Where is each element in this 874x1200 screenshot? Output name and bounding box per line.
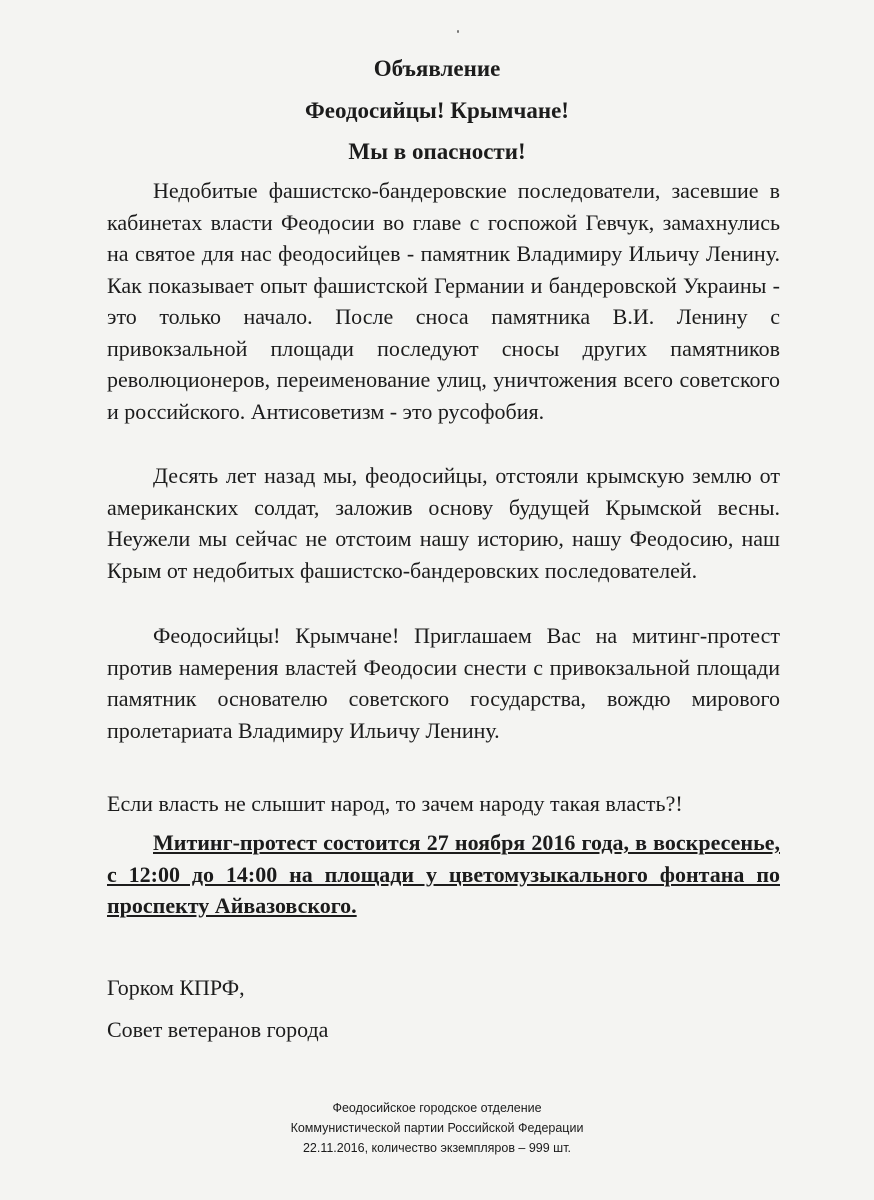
footer-line-3: 22.11.2016, количество экземпляров – 999 шт. bbox=[302, 1141, 572, 1155]
footer-line-2: Коммунистической партии Российской Федерации bbox=[290, 1121, 584, 1135]
document-alert: Мы в опасности! bbox=[348, 139, 526, 164]
document-title: Объявление bbox=[373, 56, 501, 81]
document-subtitle: Феодосийцы! Крымчане! bbox=[305, 98, 569, 123]
signature-veterans: Совет ветеранов города bbox=[107, 1017, 329, 1042]
scan-speck bbox=[457, 30, 459, 33]
paragraph-2: Десять лет назад мы, феодосийцы, отстояли крымскую землю от американских солдат, заложив основу будущей Крымской весны. Неужели мы сейчас не отстоим нашу историю, нашу Феодосию, наш Крым от недобитых фашистско-бандеровских последователей. bbox=[107, 463, 780, 583]
paragraph-3: Феодосийцы! Крымчане! Приглашаем Вас на митинг-протест против намерения властей Феодосии снести с привокзальной площади памятник основателю советского государства, вождю мирового пролетариата Владимиру Ильичу Ленину. bbox=[107, 623, 780, 743]
footer-line-1: Феодосийское городское отделение bbox=[332, 1101, 542, 1115]
rhetorical-question: Если власть не слышит народ, то зачем народу такая власть?! bbox=[107, 791, 683, 816]
paragraph-1: Недобитые фашистско-бандеровские последователи, засевшие в кабинетах власти Феодосии во главе с госпожой Гевчук, замахнулись на святое для нас феодосийцев - памятник Владимиру Ильичу Ленину. Как показывает опыт фашистской Германии и бандеровской Украины - это только начало. После сноса памятника В.И. Ленину с привокзальной площади последуют сносы других памятников революционеров, переименование улиц, уничтожения всего советского и российского. Антисоветизм - это русофобия. bbox=[107, 178, 780, 424]
rally-announcement: Митинг-протест состоится 27 ноября 2016 года, в воскресенье, с 12:00 до 14:00 на площади у цветомузыкального фонтана по проспекту Айвазовского. bbox=[107, 830, 780, 918]
signature-party: Горком КПРФ, bbox=[107, 975, 245, 1000]
